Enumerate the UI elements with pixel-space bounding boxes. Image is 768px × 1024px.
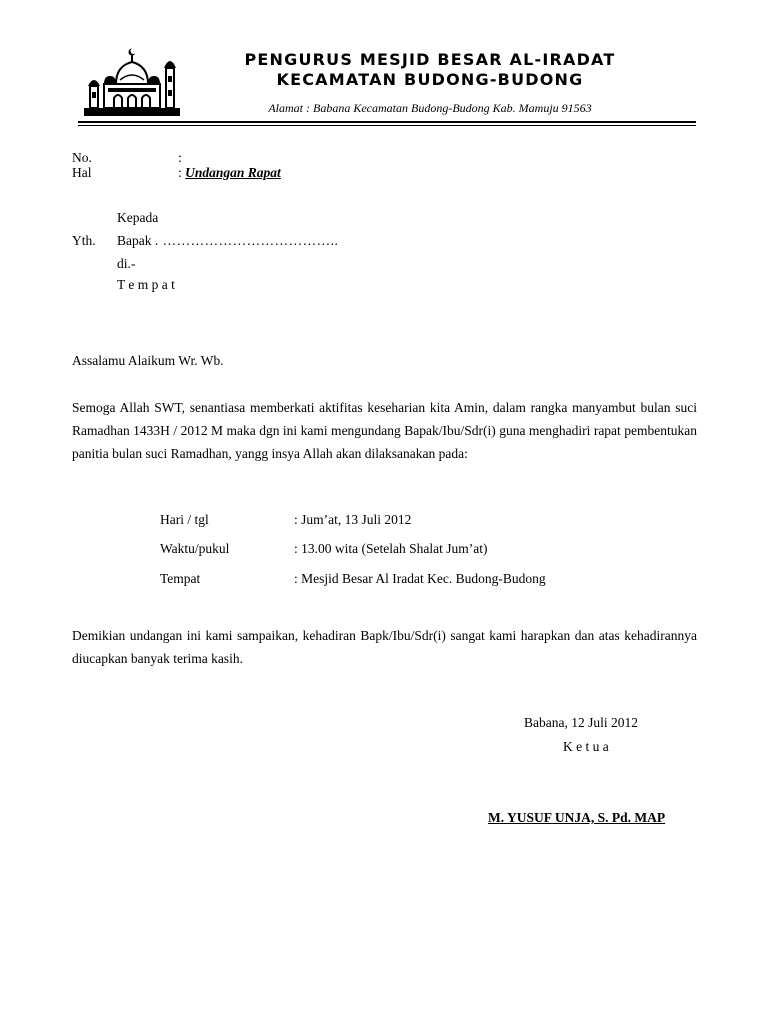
- signer-role: K e t u a: [563, 739, 609, 754]
- subject-value: Undangan Rapat: [185, 165, 281, 180]
- detail-label-time: Waktu/pukul: [160, 541, 230, 556]
- detail-label-date: Hari / tgl: [160, 512, 209, 527]
- addressee-yth: Yth.: [72, 233, 96, 248]
- org-address: Alamat : Babana Kecamatan Budong-Budong Kab. Mamuju 91563: [268, 101, 592, 115]
- header-rule-thick: [78, 121, 696, 123]
- signer-name: M. YUSUF UNJA, S. Pd. MAP: [488, 810, 666, 825]
- addressee-di: di.-: [117, 256, 136, 271]
- detail-value-date: : Jum’at, 13 Juli 2012: [294, 512, 412, 527]
- body-paragraph-1: Semoga Allah SWT, senantiasa memberkati aktifitas keseharian kita Amin, dalam rangka manyambut bulan suci Ramadhan 1433H / 2012 M maka dgn ini kami mengundang Bapak/Ibu/Sdr(i) guna menghadiri rapat pembentukan panitia bulan suci Ramadhan, yangg insya Allah akan dilaksanakan pada:: [72, 400, 697, 461]
- org-title-line1: PENGURUS MESJID BESAR AL-IRADAT: [244, 50, 616, 69]
- letter-number-value: :: [178, 150, 182, 165]
- greeting: Assalamu Alaikum Wr. Wb.: [72, 353, 224, 368]
- addressee-blank: . ………………………………..: [154, 233, 339, 248]
- detail-label-place: Tempat: [160, 571, 201, 586]
- addressee-name-line: [117, 233, 338, 249]
- closing-paragraph: Demikian undangan ini kami sampaikan, kehadiran Bapk/Ibu/Sdr(i) sangat kami harapkan dan atas kehadirannya diucapkan banyak terima kasih.: [72, 628, 697, 666]
- organization-name: [190, 50, 670, 90]
- subject-colon: :: [178, 165, 182, 180]
- header-rule-thin: [78, 125, 696, 126]
- addressee-kepada: Kepada: [117, 210, 159, 225]
- addressee-bapak: Bapak: [117, 233, 152, 248]
- org-title-line2: KECAMATAN BUDONG-BUDONG: [276, 70, 584, 89]
- detail-value-place: : Mesjid Besar Al Iradat Kec. Budong-Budong: [294, 571, 546, 586]
- subject-label: Hal: [72, 165, 92, 180]
- place-date: Babana, 12 Juli 2012: [524, 715, 638, 730]
- subject-line: [178, 165, 281, 181]
- addressee-tempat: T e m p a t: [117, 277, 175, 292]
- detail-value-time: : 13.00 wita (Setelah Shalat Jum’at): [294, 541, 488, 556]
- letter-number-label: No.: [72, 150, 92, 165]
- mosque-icon: [80, 48, 184, 120]
